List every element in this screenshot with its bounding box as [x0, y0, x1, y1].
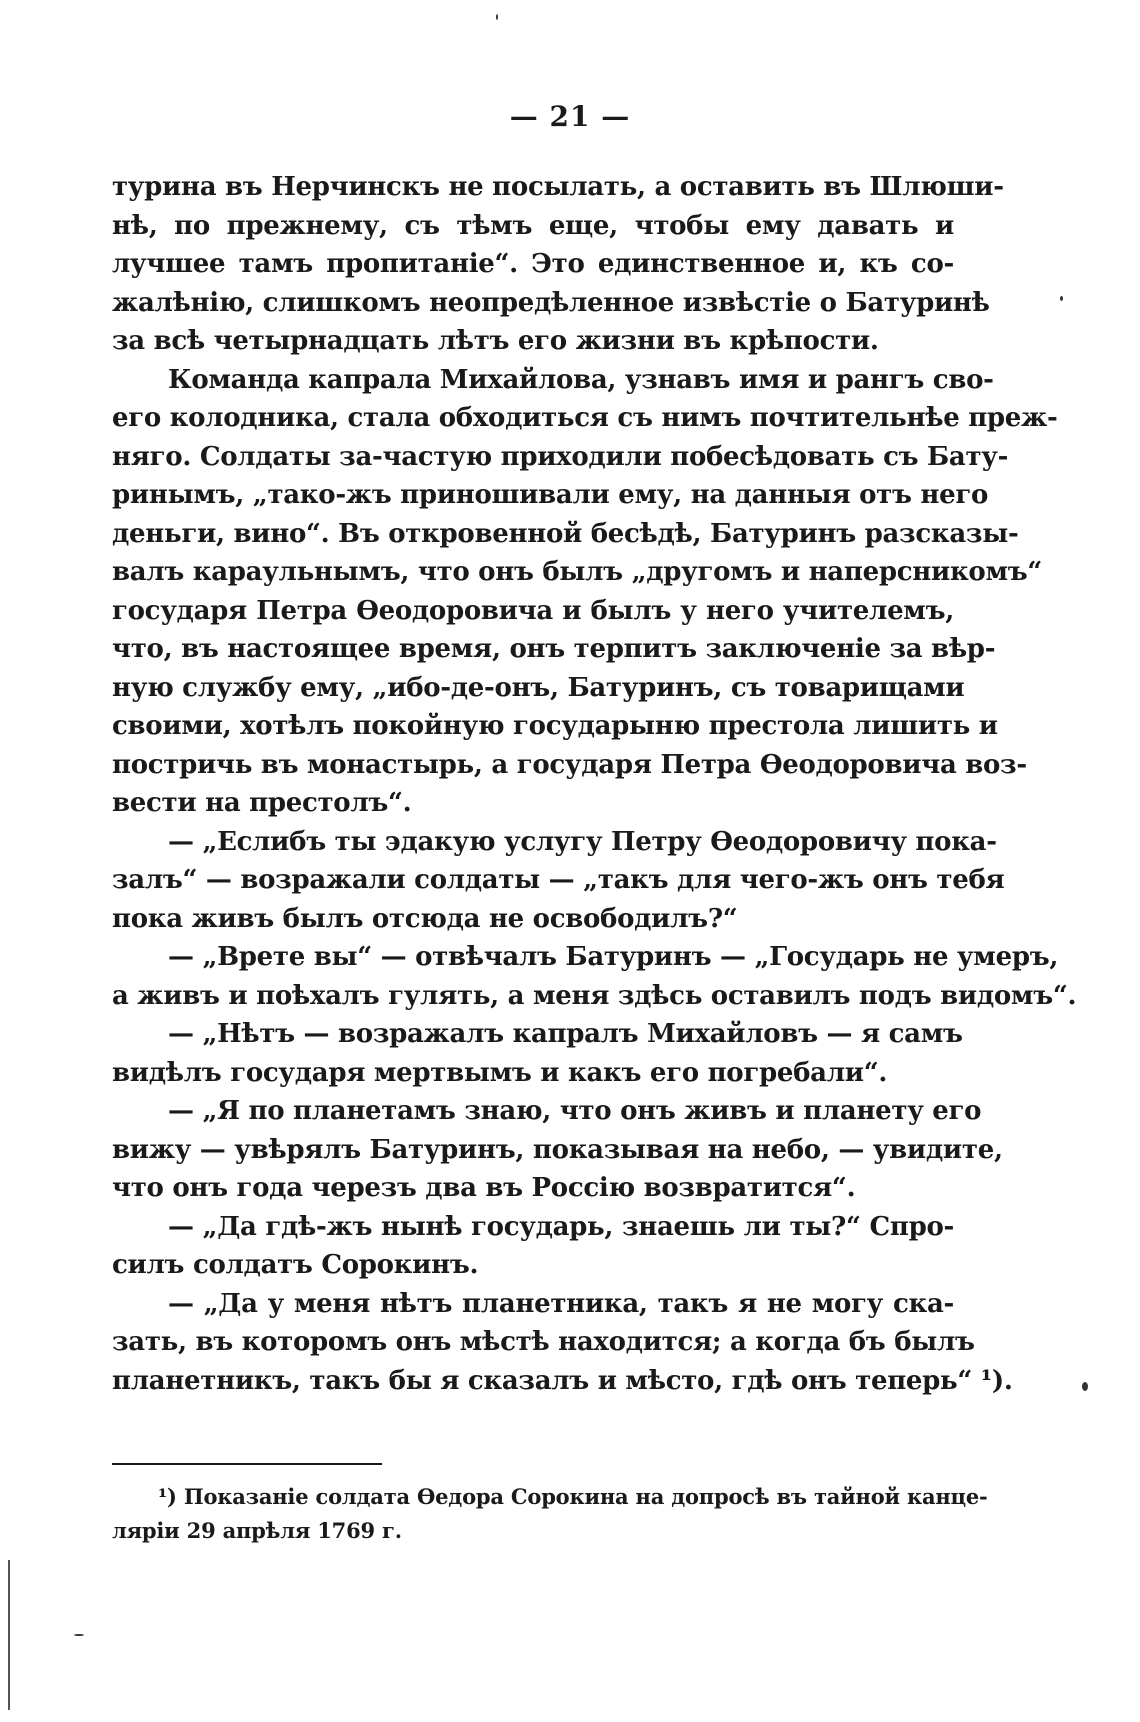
text-line: валъ караульнымъ, что онъ былъ „другомъ и наперсникомъ“: [112, 557, 1043, 587]
text-line: вижу — увѣрялъ Батуринъ, показывая на небо, — увидите,: [112, 1134, 1003, 1165]
scan-speck: [496, 14, 498, 20]
text-line: а живъ и поѣхалъ гулять, а меня здѣсь оставилъ подъ видомъ“.: [112, 980, 1077, 1011]
scan-speck: [1060, 296, 1063, 301]
footnote-divider: [112, 1463, 382, 1465]
text-line: видѣлъ государя мертвымъ и какъ его погребали“.: [112, 1057, 888, 1088]
footnote-line: ¹) Показаніе солдата Ѳедора Сорокина на допросѣ въ тайной канце-: [158, 1484, 988, 1509]
text-line: силъ солдатъ Сорокинъ.: [112, 1250, 479, 1280]
text-line: турина въ Нерчинскъ не посылать, а оставить въ Шлюши-: [112, 172, 1004, 202]
body-text: [112, 168, 1077, 1400]
text-line: что, въ настоящее время, онъ терпитъ заключеніе за вѣр-: [112, 634, 996, 664]
text-line: ную службу ему, „ибо-де-онъ, Батуринъ, съ товарищами: [112, 672, 965, 703]
text-line: постричь въ монастырь, а государя Петра Ѳеодоровича воз-: [112, 749, 1027, 780]
text-line: его колодника, стала обходиться съ нимъ почтительнѣе преж-: [112, 403, 1058, 433]
text-line: — „Еслибъ ты эдакую услугу Петру Ѳеодоровичу пока-: [168, 826, 997, 857]
scan-speck: [74, 1634, 84, 1636]
text-line: государя Петра Ѳеодоровича и былъ у него учителемъ,: [112, 595, 954, 626]
text-line: зать, въ которомъ онъ мѣстѣ находится; а когда бъ былъ: [112, 1327, 975, 1357]
page-number: — 21 —: [509, 100, 631, 133]
text-line: деньги, вино“. Въ откровенной бесѣдѣ, Батуринъ разсказы-: [112, 518, 1019, 549]
text-line: ринымъ, „тако-жъ приношивали ему, на данныя отъ него: [112, 480, 988, 510]
text-line: — „Да гдѣ-жъ нынѣ государь, знаешь ли ты?“ Спро-: [168, 1211, 954, 1242]
text-line: жалѣнію, слишкомъ неопредѣленное извѣстіе о Батуринѣ: [112, 287, 990, 318]
scan-edge-mark: [8, 1560, 10, 1710]
text-line: — „Нѣтъ — возражалъ капралъ Михайловъ — я самъ: [168, 1019, 963, 1049]
text-line: лучшее тамъ пропитаніе“. Это единственное и, къ со-: [112, 249, 954, 279]
text-line: за всѣ четырнадцать лѣтъ его жизни въ крѣпости.: [112, 326, 879, 356]
text-line: — „Врете вы“ — отвѣчалъ Батуринъ — „Государь не умеръ,: [168, 942, 1059, 972]
scan-speck: [1082, 1382, 1088, 1391]
text-line: няго. Солдаты за-частую приходили побесѣдовать съ Бату-: [112, 441, 1009, 472]
text-line: планетникъ, такъ бы я сказалъ и мѣсто, гдѣ онъ теперь“ ¹).: [112, 1365, 1013, 1396]
text-line: — „Я по планетамъ знаю, что онъ живъ и планету его: [168, 1096, 982, 1126]
text-line: — „Да у меня нѣтъ планетника, такъ я не могу ска-: [168, 1288, 954, 1319]
text-line: залъ“ — возражали солдаты — „такъ для чего-жъ онъ тебя: [112, 865, 1005, 895]
footnote-line: ляріи 29 апрѣля 1769 г.: [112, 1518, 402, 1543]
text-line: пока живъ былъ отсюда не освободилъ?“: [112, 903, 738, 934]
text-line: своими, хотѣлъ покойную государыню престола лишить и: [112, 711, 998, 741]
text-line: что онъ года черезъ два въ Россію возвратится“.: [112, 1173, 856, 1203]
text-line: вести на престолъ“.: [112, 788, 412, 818]
footnotes: [112, 1480, 988, 1548]
text-line: нѣ, по прежнему, съ тѣмъ еще, чтобы ему давать и: [112, 210, 954, 241]
text-line: Команда капрала Михайлова, узнавъ имя и рангъ сво-: [168, 364, 994, 395]
